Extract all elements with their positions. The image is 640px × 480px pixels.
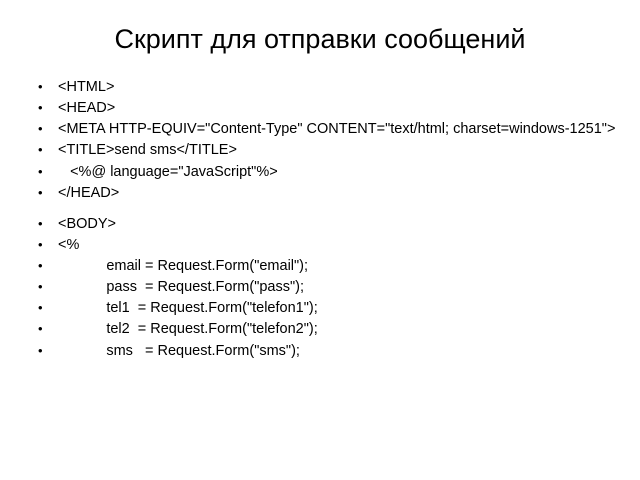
list-item: • <HEAD> bbox=[28, 99, 618, 118]
list-item: • <%@ language="JavaScript"%> bbox=[28, 163, 618, 182]
list-item: • <% bbox=[28, 236, 618, 255]
list-item: • pass = Request.Form("pass"); bbox=[28, 278, 618, 297]
list-item: • email = Request.Form("email"); bbox=[28, 257, 618, 276]
list-item: • </HEAD> bbox=[28, 184, 618, 203]
list-item: • <META HTTP-EQUIV="Content-Type" CONTENT="text/html; charset=windows-1251"> bbox=[28, 120, 618, 139]
list-item: • <BODY> bbox=[28, 215, 618, 234]
list-item-spacer bbox=[28, 205, 618, 215]
page-title: Скрипт для отправки сообщений bbox=[114, 24, 526, 54]
code-bullet-list bbox=[28, 78, 618, 363]
list-item: • sms = Request.Form("sms"); bbox=[28, 342, 618, 361]
list-item: • <HTML> bbox=[28, 78, 618, 97]
list-item: • <TITLE>send sms</TITLE> bbox=[28, 141, 618, 160]
list-item: • tel2 = Request.Form("telefon2"); bbox=[28, 320, 618, 339]
list-item: • tel1 = Request.Form("telefon1"); bbox=[28, 299, 618, 318]
